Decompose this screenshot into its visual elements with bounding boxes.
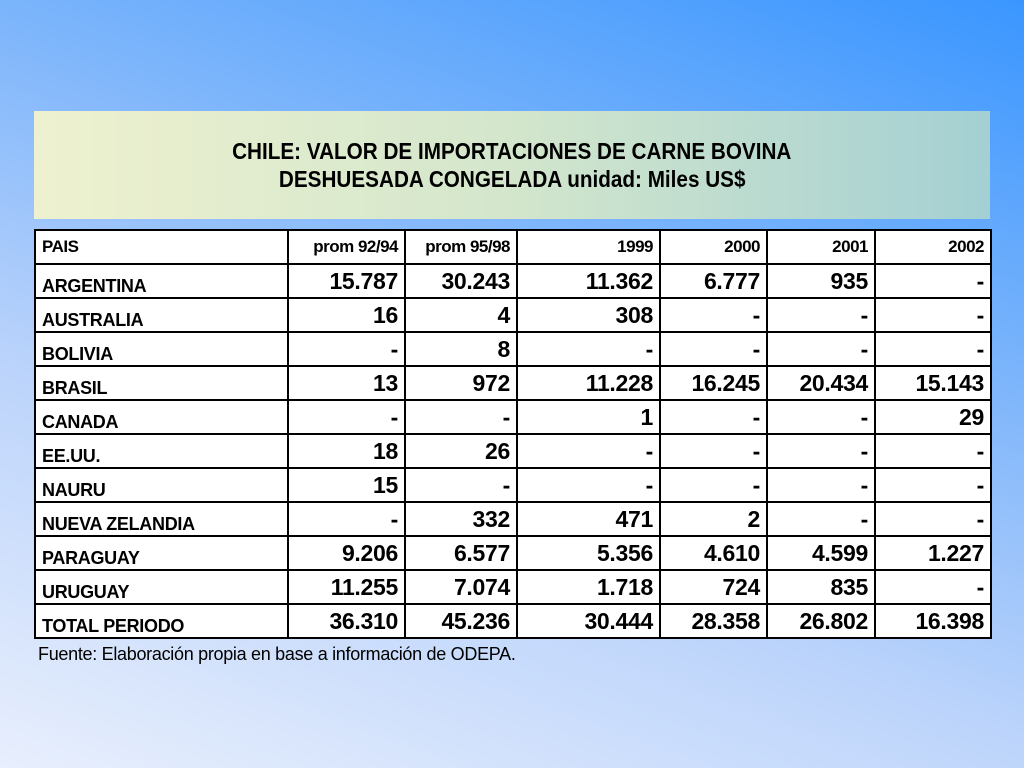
value-cell: 28.358 <box>660 604 767 638</box>
value-cell: 4.610 <box>660 536 767 570</box>
table-row <box>35 264 991 298</box>
value-cell: 36.310 <box>288 604 405 638</box>
value-cell: - <box>767 434 875 468</box>
value-cell: - <box>875 298 991 332</box>
value-cell: 16.245 <box>660 366 767 400</box>
country-cell: TOTAL PERIODO <box>35 604 288 638</box>
value-cell: 4 <box>405 298 517 332</box>
value-cell: 1 <box>517 400 660 434</box>
header-2000: 2000 <box>660 230 767 264</box>
value-cell: 6.577 <box>405 536 517 570</box>
country-cell: ARGENTINA <box>35 264 288 298</box>
value-cell: 29 <box>875 400 991 434</box>
value-cell: - <box>517 434 660 468</box>
header-2001: 2001 <box>767 230 875 264</box>
value-cell: - <box>660 332 767 366</box>
value-cell: - <box>660 400 767 434</box>
value-cell: - <box>767 298 875 332</box>
table-row <box>35 570 991 604</box>
value-cell: 935 <box>767 264 875 298</box>
value-cell: 332 <box>405 502 517 536</box>
value-cell: 7.074 <box>405 570 517 604</box>
value-cell: - <box>875 264 991 298</box>
value-cell: - <box>288 332 405 366</box>
table-row <box>35 366 991 400</box>
country-cell: URUGUAY <box>35 570 288 604</box>
country-cell: NAURU <box>35 468 288 502</box>
value-cell: 11.228 <box>517 366 660 400</box>
country-cell: AUSTRALIA <box>35 298 288 332</box>
table-row <box>35 434 991 468</box>
value-cell: 724 <box>660 570 767 604</box>
value-cell: 15.143 <box>875 366 991 400</box>
table-row <box>35 332 991 366</box>
value-cell: 30.444 <box>517 604 660 638</box>
value-cell: 6.777 <box>660 264 767 298</box>
value-cell: - <box>405 468 517 502</box>
value-cell: 15 <box>288 468 405 502</box>
value-cell: 45.236 <box>405 604 517 638</box>
value-cell: - <box>288 400 405 434</box>
value-cell: 972 <box>405 366 517 400</box>
value-cell: - <box>660 298 767 332</box>
header-1999: 1999 <box>517 230 660 264</box>
table-row <box>35 468 991 502</box>
header-2002: 2002 <box>875 230 991 264</box>
value-cell: - <box>875 434 991 468</box>
value-cell: - <box>875 570 991 604</box>
value-cell: 2 <box>660 502 767 536</box>
table-row <box>35 400 991 434</box>
country-cell: NUEVA ZELANDIA <box>35 502 288 536</box>
value-cell: 471 <box>517 502 660 536</box>
country-cell: PARAGUAY <box>35 536 288 570</box>
country-cell: BOLIVIA <box>35 332 288 366</box>
title-line-2: DESHUESADA CONGELADA unidad: Miles US$ <box>278 166 746 192</box>
value-cell: 1.718 <box>517 570 660 604</box>
value-cell: - <box>517 468 660 502</box>
value-cell: 8 <box>405 332 517 366</box>
value-cell: 20.434 <box>767 366 875 400</box>
value-cell: 1.227 <box>875 536 991 570</box>
value-cell: - <box>517 332 660 366</box>
table-row <box>35 502 991 536</box>
value-cell: 4.599 <box>767 536 875 570</box>
table-body <box>35 264 991 638</box>
value-cell: - <box>767 502 875 536</box>
value-cell: 16.398 <box>875 604 991 638</box>
country-cell: BRASIL <box>35 366 288 400</box>
value-cell: 26.802 <box>767 604 875 638</box>
header-prom-92-94: prom 92/94 <box>288 230 405 264</box>
value-cell: 835 <box>767 570 875 604</box>
value-cell: - <box>767 332 875 366</box>
header-prom-95-98: prom 95/98 <box>405 230 517 264</box>
value-cell: 11.255 <box>288 570 405 604</box>
value-cell: 11.362 <box>517 264 660 298</box>
header-pais: PAIS <box>35 230 288 264</box>
value-cell: - <box>405 400 517 434</box>
value-cell: - <box>767 468 875 502</box>
value-cell: 30.243 <box>405 264 517 298</box>
table-row <box>35 298 991 332</box>
value-cell: - <box>767 400 875 434</box>
value-cell: 9.206 <box>288 536 405 570</box>
value-cell: - <box>875 468 991 502</box>
imports-table <box>34 229 992 639</box>
table-row <box>35 604 991 638</box>
country-cell: EE.UU. <box>35 434 288 468</box>
country-cell: CANADA <box>35 400 288 434</box>
value-cell: 18 <box>288 434 405 468</box>
table-header-row <box>35 230 991 264</box>
value-cell: - <box>660 434 767 468</box>
value-cell: 15.787 <box>288 264 405 298</box>
value-cell: - <box>875 332 991 366</box>
title-banner <box>34 111 990 219</box>
value-cell: 26 <box>405 434 517 468</box>
value-cell: 308 <box>517 298 660 332</box>
value-cell: 16 <box>288 298 405 332</box>
value-cell: 13 <box>288 366 405 400</box>
value-cell: - <box>288 502 405 536</box>
table-row <box>35 536 991 570</box>
value-cell: - <box>875 502 991 536</box>
title-line-1: CHILE: VALOR DE IMPORTACIONES DE CARNE BOVINA <box>232 138 792 164</box>
value-cell: 5.356 <box>517 536 660 570</box>
value-cell: - <box>660 468 767 502</box>
source-note: Fuente: Elaboración propia en base a información de ODEPA. <box>38 644 516 664</box>
